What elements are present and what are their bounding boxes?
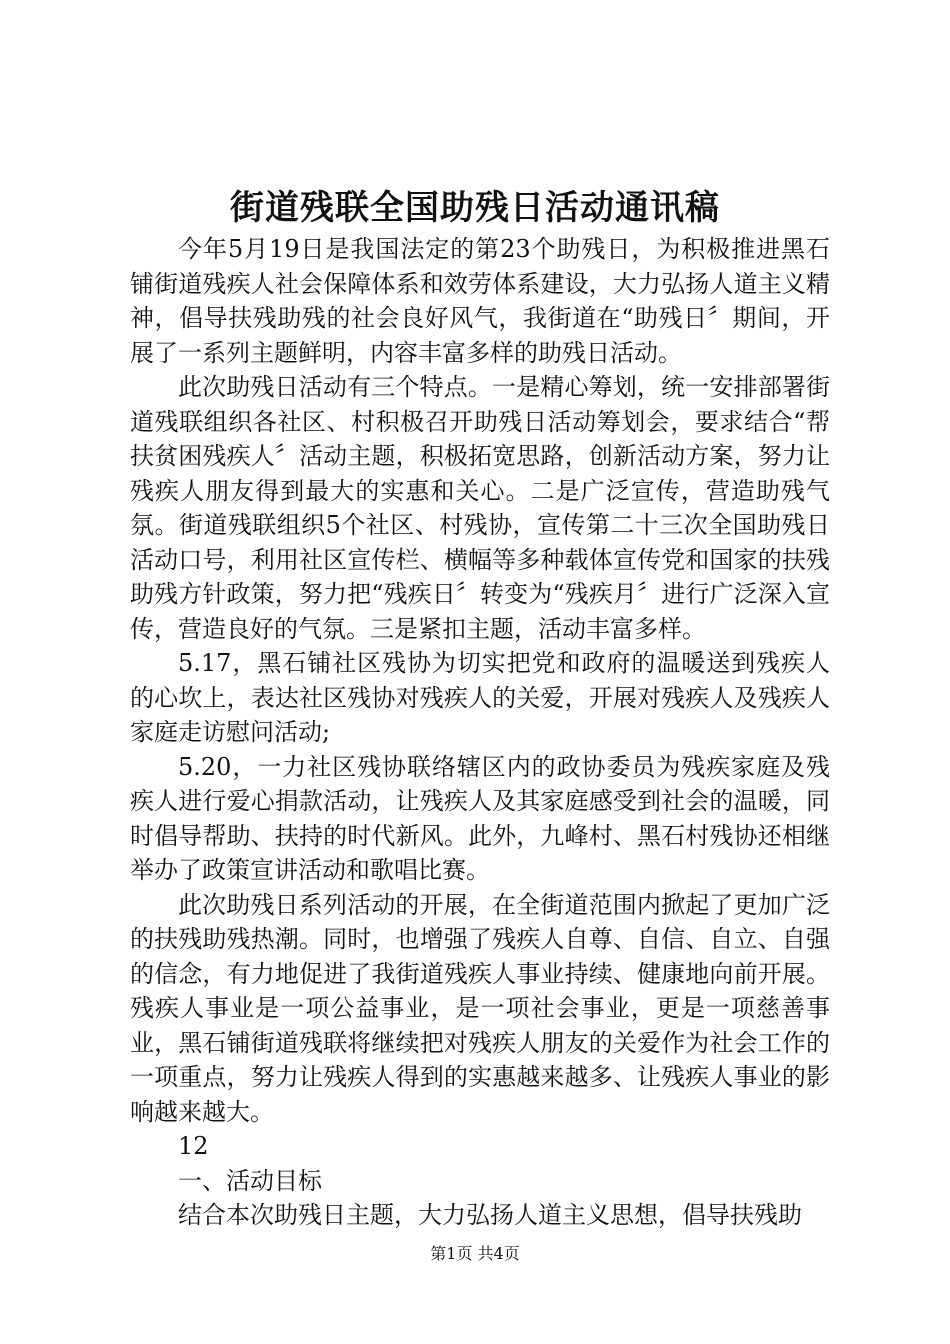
paragraph-features: 此次助残日活动有三个特点。一是精心筹划，统一安排部署街道残联组织各社区、村积极召开助残日活动筹划会，要求结合“帮扶贫困残疾人〞活动主题，积极拓宽思路，创新活动方案，努力让残疾人朋友得到最大的实惠和关心。二是广泛宣传，营造助残气氛。街道残联组织5个社区、村残协，宣传第二十三次全国助残日活动口号，利用社区宣传栏、横幅等多种载体宣传党和国家的扶残助残方针政策，努力把“残疾日〞转变为“残疾月〞进行广泛深入宣传，营造良好的气氛。三是紧扣主题，活动丰富多样。 [130,373,830,643]
section-heading-goals: 一、活动目标 [178,1166,322,1195]
paragraph-may-20: 5.20，一力社区残协联络辖区内的政协委员为残疾家庭及残疾人进行爱心捐款活动，让残疾人及其家庭感受到社会的温暖，同时倡导帮助、扶持的时代新风。此外，九峰村、黑石村残协还相继举办了政策宣讲活动和歌唱比赛。 [130,752,830,884]
paragraph-intro: 今年5月19日是我国法定的第23个助残日，为积极推进黑石铺街道残疾人社会保障体系和效劳体系建设，大力弘扬人道主义精神，倡导扶残助残的社会良好风气，我街道在“助残日〞期间，开展了一系列主题鲜明，内容丰富多样的助残日活动。 [130,235,830,367]
paragraph-number: 12 [178,1132,209,1160]
paragraph-summary: 此次助残日系列活动的开展，在全街道范围内掀起了更加广泛的扶残助残热潮。同时，也增强了残疾人自尊、自信、自立、自强的信念，有力地促进了我街道残疾人事业持续、健康地向前开展。残疾人事业是一项公益事业，是一项社会事业，更是一项慈善事业，黑石铺街道残联将继续把对残疾人朋友的关爱作为社会工作的一项重点，努力让残疾人得到的实惠越来越多、让残疾人事业的影响越来越大。 [130,890,830,1126]
page-footer: 第1页 共4页 [430,1244,520,1263]
document-title: 街道残联全国助残日活动通讯稿 [230,188,720,228]
paragraph-goals: 结合本次助残日主题，大力弘扬人道主义思想，倡导扶残助 [178,1201,802,1229]
document-body [130,232,830,1233]
paragraph-may-17: 5.17，黑石铺社区残协为切实把党和政府的温暖送到残疾人的心坎上，表达社区残协对残疾人的关爱，开展对残疾人及残疾人家庭走访慰问活动; [130,649,830,746]
